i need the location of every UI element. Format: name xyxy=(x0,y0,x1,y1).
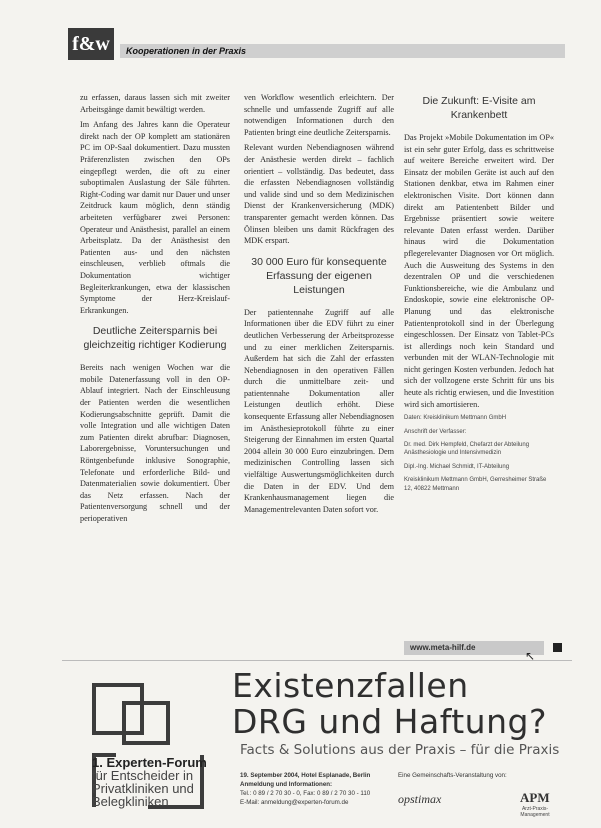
forum-line: Belegkliniken xyxy=(92,794,169,809)
paragraph: zu erfassen, daraus lassen sich mit zweiter Arbeitsgänge damit bewältigt werden. xyxy=(80,93,230,114)
cursor-icon: ↖ xyxy=(525,649,536,663)
event-line: Tel.: 0 89 / 2 70 30 - 0, Fax: 0 89 / 2 70 30 - 110 xyxy=(240,790,371,797)
paragraph: Der patientennahe Zugriff auf alle Informationen über die EDV führt zu einer deutlichen Verbesserung der Arbeitsprozesse und zu einer merklichen Zeitersparnis. Außerdem hat sich die Zahl der erfassten Nebendiagnosen in den operativen Fällen durch die unmittelbare zeit- und patientennahe Dokumentation aller Leistungen deutlich erhöht. Diese konsequente Erfassung aller Nebendiagnosen im Anästhesieprotokoll führte zu einer Steigerung der Einnahmen im ersten Quartal 2004 allein 30 000 Euro einzubringen. Dem medizinischen Controlling lassen sich vielfältige Auswertungsmöglichkeiten durch die Daten in der EDV. Und dem Krankenhausmanagement liegen die Managementrelevanten Daten sofort vor. xyxy=(244,307,394,514)
ad-headline-line: Existenzfallen xyxy=(232,666,469,705)
event-line: 19. September 2004, Hotel Esplanade, Berlin xyxy=(240,772,371,779)
column-1 xyxy=(80,92,230,529)
forum-line: Privatkliniken und xyxy=(92,781,194,796)
column-3 xyxy=(404,92,554,498)
info-line: Kreisklinikum Mettmann GmbH, Gerresheimer Straße 12, 40822 Mettmann xyxy=(404,477,547,492)
magazine-logo: f&w xyxy=(68,28,114,60)
subheading: 30 000 Euro für konsequente Erfassung der eigenen Leistungen xyxy=(251,255,387,296)
info-line: Anschrift der Verfasser: xyxy=(404,428,467,435)
sponsor-subtitle: Arzt-Praxis-Management xyxy=(520,806,550,818)
forum-line: für Entscheider in xyxy=(92,768,194,783)
info-line: Daten: Kreisklinikum Mettmann GmbH xyxy=(404,415,507,422)
info-line: Dr. med. Dirk Hempfeld, Chefarzt der Abteilung Anästhesiologie und Intensivmedizin xyxy=(404,442,530,457)
paragraph: ven Workflow wesentlich erleichtern. Der schnelle und umfassende Zugriff auf alle notwendigen Informationen durch den Patienten bringt eine deutliche Zeitersparnis. xyxy=(244,93,394,137)
event-line: E-Mail: anmeldung@experten-forum.de xyxy=(240,799,349,806)
subheading: Die Zukunft: E-Visite am Krankenbett xyxy=(422,95,536,121)
forum-title xyxy=(92,756,207,808)
event-line: Anmeldung und Informationen: xyxy=(240,781,333,788)
subheading: Deutliche Zeitersparnis bei gleichzeitig richtiger Kodierung xyxy=(83,325,227,352)
paragraph: Im Anfang des Jahres kann die Operateur direkt nach der OP komplett am stationären PC im OP-Saal dokumentiert. Dazu mussten Präferenzlisten zwischen den OPs eingepflegt werden, die oft zu einer suboptimalen Auslastung der Säle führten. Right-Coding war damit nur Dauer und unser Zeitdruck kaum möglich, denn ständig arbeiteten verfügbarer zwei Personen: Operateur und Anästhesist, parallel an einem Arbeitsplatz. Da der Anästhesist den Patienten aus- und den nächsten einschleusen, verblieb oftmals die Dokumentation wichtiger Begleiterkrankungen, etwa der klassischen Symptome der Herz-Kreislauf-Erkrankungen. xyxy=(80,120,230,315)
end-mark-icon xyxy=(553,643,562,652)
section-title: Kooperationen in der Praxis xyxy=(126,46,247,56)
paragraph: Das Projekt »Mobile Dokumentation im OP« ist ein sehr guter Erfolg, dass es schrittweise auf weitere Bereiche erweitert wird. Der Einsatz der mobilen Geräte ist auch auf den Stationen denkbar, etwa im Rahmen einer elektronischen Visite. Dort können dann direkt am Patientenbett Bilder und Ergebnisse präsentiert sowie weitere relevante Daten erfasst werden. Darüber hinaus wird die Dokumentation pflegerelevanter Diagnosen vor Ort möglich. Auch die Ausweitung des Systems in den dezentralen OP und die verschiedenen Funktionsbereiche, wie die Ambulanz und Endoskopie, sowie eine elektronische OP-Planung und das elektronische Patientenprotokoll sind in der Überlegung eingeschlossen. Der Einsatz von Tablet-PCs ist allerdings noch kein Standard und verbunden mit der WLAN-Technologie mit nicht geringen Kosten verbunden. Jedoch hat sich der vollzogene erste Schritt für uns bis heute als richtig erwiesen, und die Investition wird sich amortisieren. xyxy=(404,133,554,409)
forum-line: 1. Experten-Forum xyxy=(92,755,207,770)
ad-headline xyxy=(232,668,547,740)
website-link[interactable]: www.meta-hilf.de xyxy=(410,643,476,652)
paragraph: Bereits nach wenigen Wochen war die mobile Datenerfassung voll in den OP-Ablauf integriert. Nach der Einschleusung der Patienten werden die wesentlichen Kodierungsabschnitte geprüft. Damit die volle Integration und alle wichtigen Daten zum Patienten direkt abrufbar: Diagnosen, Laborergebnisse, Voruntersuchungen und Röntgenbefunde inklusive Sonographie, Telefonate und erforderliche Bild- und Datenmaterialien sowie dokumentiert. Über das Netz erfassen. Nach der Patientenversorgung schnell und der perioperativen xyxy=(80,363,230,523)
column-2 xyxy=(244,92,394,519)
event-info xyxy=(240,771,370,807)
organizer-label: Eine Gemeinschafts-Veranstaltung von: xyxy=(398,772,507,779)
sponsor-logo: APM xyxy=(520,790,550,805)
sponsor-logo: opstimax xyxy=(398,792,442,806)
info-line: Dipl.-Ing. Michael Schmidt, IT-Abteilung xyxy=(404,463,510,470)
author-info xyxy=(404,414,554,493)
paragraph: Relevant wurden Nebendiagnosen während der Anästhesie werden direkt – fachlich orientiert – vollständig. Das bedeutet, dass die erfassten Nebendiagnosen vollständig und valide sind und so dem Medizinischen Dienst der Krankenversicherung (MDK) transparenter gemacht werden können. Das Ölinsen bleiben uns damit Rückfragen des MDK erspart. xyxy=(244,143,394,246)
ad-subtitle: Facts & Solutions aus der Praxis – für die Praxis xyxy=(240,742,560,758)
ad-headline-line: DRG und Haftung? xyxy=(232,702,547,741)
